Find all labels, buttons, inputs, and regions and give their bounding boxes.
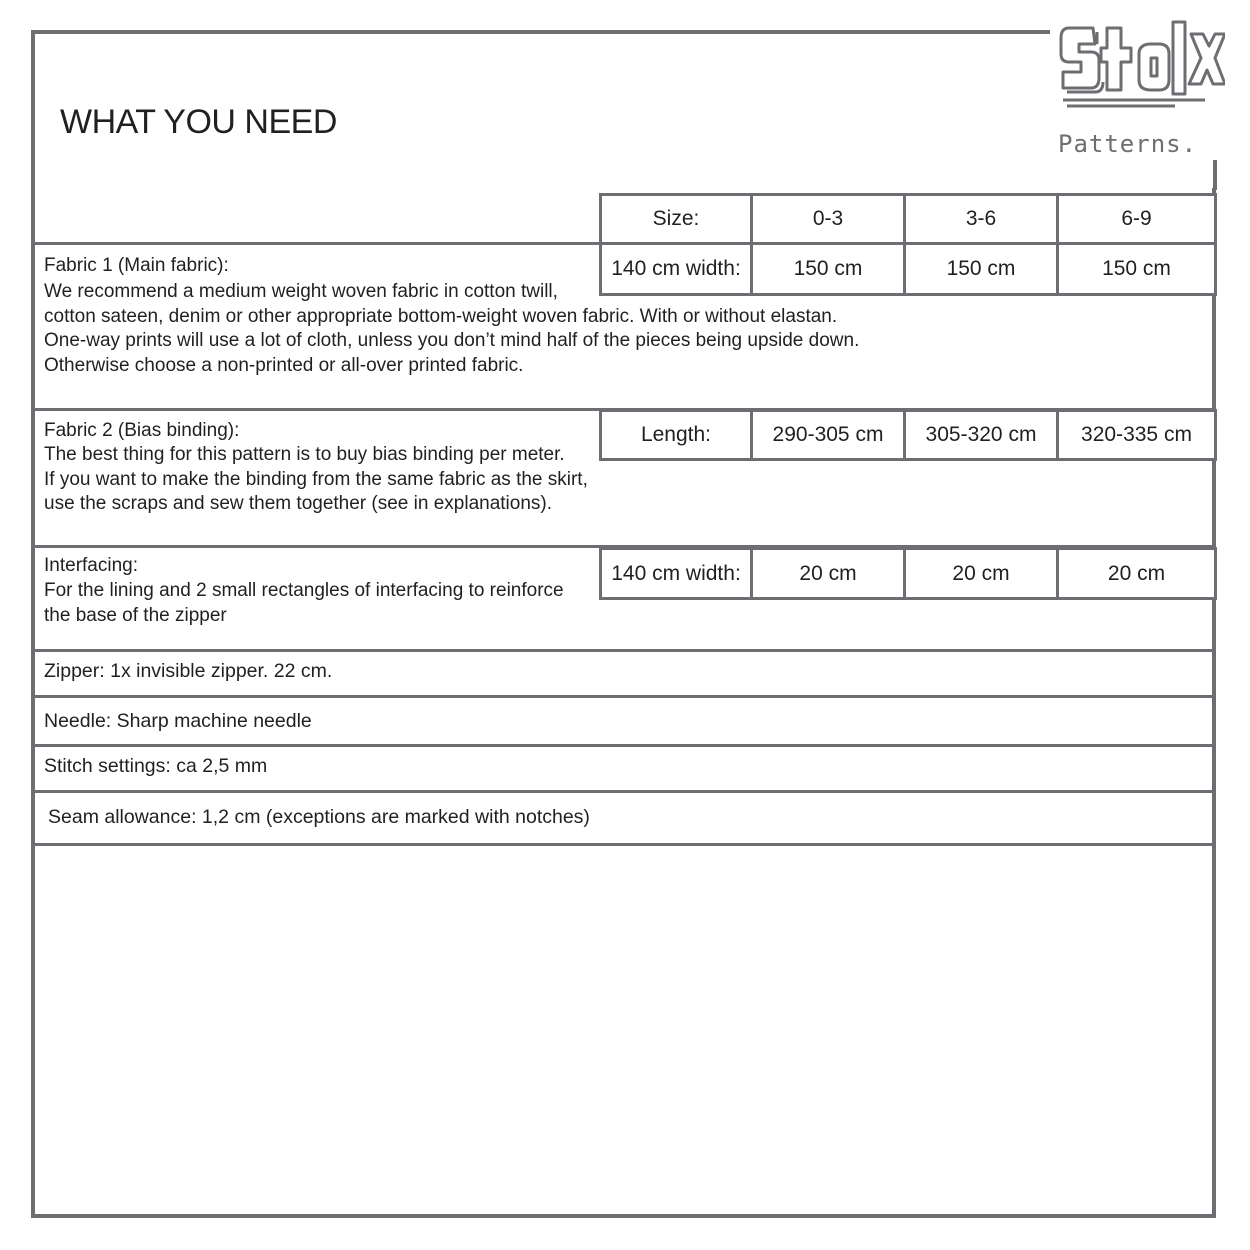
fabric2-value-cell bbox=[1056, 409, 1217, 461]
size-col-3 bbox=[1056, 193, 1217, 245]
size-col-2 bbox=[903, 193, 1059, 245]
interfacing-title: Interfacing: bbox=[44, 555, 138, 576]
interfacing-line: the base of the zipper bbox=[44, 604, 227, 626]
interfacing-value-cell bbox=[1056, 547, 1217, 600]
size-value: 3-6 bbox=[965, 207, 997, 230]
divider-bottom bbox=[35, 843, 1215, 846]
interfacing-description bbox=[44, 579, 564, 628]
interfacing-value-cell bbox=[750, 547, 906, 600]
needle-row: Needle: Sharp machine needle bbox=[44, 710, 312, 732]
frame-right-stub bbox=[1213, 160, 1217, 190]
interfacing-value: 20 cm bbox=[1107, 561, 1166, 585]
fabric1-value: 150 cm bbox=[793, 257, 863, 280]
fabric2-value: 305-320 cm bbox=[925, 423, 1037, 446]
divider-fabric1 bbox=[35, 242, 602, 245]
fabric2-measure-label: Length: bbox=[640, 423, 712, 446]
divider-stitch bbox=[35, 744, 1215, 747]
fabric1-measure-label: 140 cm width: bbox=[611, 257, 741, 280]
logo-subtitle: Patterns. bbox=[1058, 130, 1198, 158]
size-label: Size: bbox=[652, 207, 700, 230]
zipper-row: Zipper: 1x invisible zipper. 22 cm. bbox=[44, 660, 333, 682]
interfacing-value-cell bbox=[903, 547, 1059, 600]
fabric2-line: use the scraps and sew them together (see in explanations). bbox=[44, 493, 553, 514]
divider-seam bbox=[35, 790, 1215, 793]
fabric2-value: 290-305 cm bbox=[772, 423, 884, 446]
seam-row: Seam allowance: 1,2 cm (exceptions are marked with notches) bbox=[48, 806, 590, 828]
fabric1-value-cell bbox=[750, 242, 906, 296]
fabric2-title: Fabric 2 (Bias binding): bbox=[44, 420, 240, 441]
size-value: 6-9 bbox=[1121, 207, 1152, 230]
fabric2-measure-label-cell bbox=[599, 409, 753, 461]
stitch-row: Stitch settings: ca 2,5 mm bbox=[44, 755, 268, 777]
interfacing-line: For the lining and 2 small rectangles of interfacing to reinforce bbox=[44, 580, 564, 601]
fabric1-value: 150 cm bbox=[946, 257, 1016, 280]
page-title: WHAT YOU NEED bbox=[60, 103, 337, 141]
interfacing-measure-label: 140 cm width: bbox=[611, 561, 741, 585]
interfacing-value: 20 cm bbox=[799, 561, 857, 585]
fabric1-value: 150 cm bbox=[1102, 257, 1171, 280]
fabric2-value: 320-335 cm bbox=[1081, 423, 1192, 446]
interfacing-value: 20 cm bbox=[952, 561, 1010, 585]
fabric1-title: Fabric 1 (Main fabric): bbox=[44, 255, 229, 276]
fabric1-value-cell bbox=[1056, 242, 1217, 296]
fabric2-line: If you want to make the binding from the same fabric as the skirt, bbox=[44, 468, 588, 490]
fabric2-value-cell bbox=[750, 409, 906, 461]
size-value: 0-3 bbox=[812, 207, 844, 230]
size-col-1 bbox=[750, 193, 906, 245]
fabric2-description bbox=[44, 443, 588, 517]
fabric1-value-cell bbox=[903, 242, 1059, 296]
fabric1-line: cotton sateen, denim or other appropriate bottom-weight woven fabric. With or without elastan. bbox=[44, 305, 838, 327]
fabric1-line: One-way prints will use a lot of cloth, unless you don’t mind half of the pieces being upside down. bbox=[44, 330, 860, 351]
fabric2-line: The best thing for this pattern is to buy bias binding per meter. bbox=[44, 444, 565, 465]
divider-needle bbox=[35, 695, 1215, 698]
fabric1-line: Otherwise choose a non-printed or all-over printed fabric. bbox=[44, 354, 524, 376]
fabric2-value-cell bbox=[903, 409, 1059, 461]
interfacing-measure-label-cell bbox=[599, 547, 753, 600]
fabric1-line: We recommend a medium weight woven fabric in cotton twill, bbox=[44, 281, 558, 302]
fabric1-measure-label-cell bbox=[599, 242, 753, 296]
divider-zipper bbox=[35, 649, 1215, 652]
size-label-cell bbox=[599, 193, 753, 245]
